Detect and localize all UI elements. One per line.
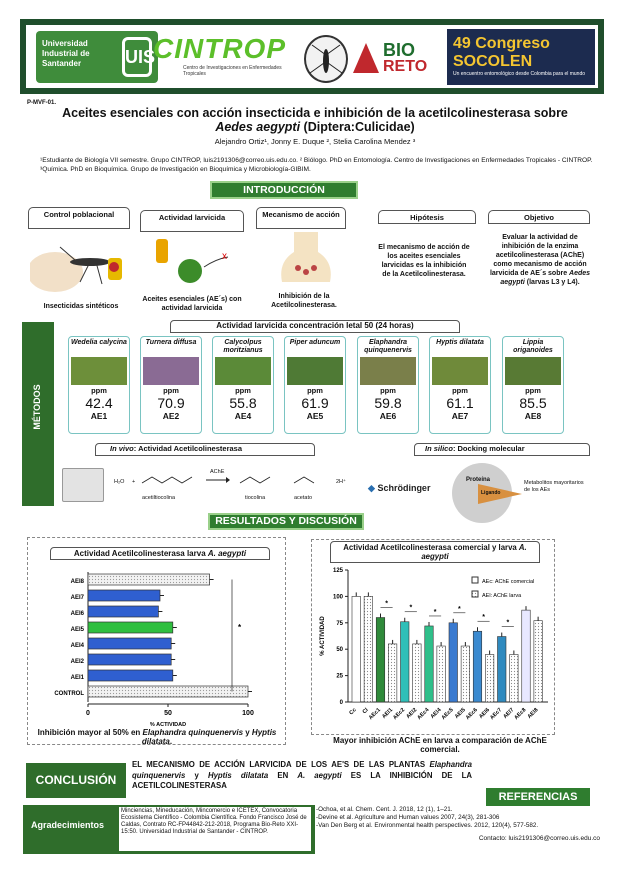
plant-photo	[71, 357, 127, 385]
insilico-label: In silico	[425, 444, 453, 453]
plant-photo	[215, 357, 271, 385]
card-species: Turnera diffusa	[145, 339, 197, 346]
svg-text:x: x	[222, 251, 227, 262]
card-species: Elaphandra quinquenervis	[364, 339, 412, 354]
card-value: 85.5	[519, 395, 547, 411]
reaction-scheme	[110, 465, 365, 505]
mosquito-seal-icon	[304, 35, 348, 83]
tick-label: AEI5	[70, 627, 84, 633]
conclusion-text	[132, 760, 472, 792]
x-tick-label: AEc4	[416, 707, 431, 722]
card-code: AE8	[524, 411, 542, 421]
card-value: 59.8	[374, 395, 402, 411]
species-card	[502, 336, 564, 434]
significance-mark: *	[457, 605, 461, 613]
x-tick-label: AEc6	[464, 707, 479, 722]
acknowledgements-panel	[23, 805, 315, 854]
chart1-caption-sp2: Hyptis dilatata	[141, 728, 277, 746]
docking-proteina: Proteína	[466, 477, 491, 483]
x-tick-label: 0	[86, 710, 90, 717]
bar	[522, 610, 530, 702]
tick-label: CONTROL	[54, 691, 84, 697]
x-tick-label: AEc7	[489, 707, 504, 722]
tick-label: AEI8	[70, 579, 84, 585]
y-axis-label: % ACTIVIDAD	[320, 616, 326, 656]
contact-text: Contacto: luis2191306@correo.uis.edu.co	[478, 835, 600, 842]
x-tick-label: AEl1	[381, 707, 395, 721]
y-tick-label: 100	[332, 594, 343, 601]
card-value: 70.9	[157, 395, 185, 411]
significance-mark: *	[385, 600, 388, 608]
tick-label: AEI7	[70, 595, 84, 601]
card-value: 61.9	[301, 395, 329, 411]
x-tick-label: AEl5	[453, 707, 467, 721]
chart2-title-pre: Actividad Acetilcolinesterasa comercial y larva	[343, 543, 519, 552]
conclusion-in: EN	[268, 770, 298, 780]
tick-label: AEI4	[70, 643, 84, 649]
bar	[413, 644, 421, 702]
invivo-label: In vivo	[110, 444, 134, 453]
significance-mark: *	[506, 619, 510, 627]
reaction-plus: +	[132, 479, 136, 485]
chart1-title	[50, 547, 270, 560]
tab-mecanismo: Mecanismo de acción	[256, 207, 346, 229]
card-unit: ppm	[307, 386, 323, 395]
intro-heading: INTRODUCCIÓN	[210, 181, 358, 199]
poster-code: P-MVF-01.	[27, 100, 57, 106]
chart2-caption: Mayor inhibición AChE en larva a comparación de AChE comercial.	[333, 736, 547, 754]
methods-label: MÉTODOS	[32, 384, 42, 430]
bar	[498, 637, 506, 702]
bar	[352, 596, 360, 702]
x-tick-label: Cl	[361, 707, 370, 716]
essential-oil-illustration	[150, 237, 240, 289]
bar	[88, 606, 158, 617]
bar	[473, 631, 481, 702]
bioreto-logo	[353, 41, 433, 77]
hypothesis-text: El mecanismo de acción de los aceites esenciales larvicidas es la inhibición de la Acetilcolinesterasa.	[378, 244, 470, 278]
tab-objetivo: Objetivo	[488, 210, 590, 224]
card-value: 61.1	[446, 395, 474, 411]
card-species: Lippia origanoides	[513, 339, 553, 354]
chart1-title-species: A. aegypti	[207, 549, 247, 558]
x-tick-label: AEc2	[392, 707, 407, 722]
card-species: Hyptis dilatata	[436, 339, 484, 346]
objective-text	[488, 233, 592, 287]
chart1-caption-sp1: Elaphandra quinquenervis	[142, 728, 244, 737]
conclusion-line1: EL MECANISMO DE ACCIÓN LARVICIDA DE LOS AE'S DE LAS PLANTAS	[132, 760, 426, 769]
plate-reader-icon	[62, 468, 104, 502]
bar	[388, 644, 396, 702]
conclusion-rest: ES LA INHIBICIÓN DE LA ACETILCOLINESTERASA	[132, 770, 472, 790]
reference-item: -Van Den Berg et al. Environmental health perspectives. 2012, 120(4), 577-582.	[316, 822, 539, 829]
socolen-logo	[447, 29, 595, 85]
card-code: AE1	[90, 411, 108, 421]
plant-photo	[143, 357, 199, 385]
card-unit: ppm	[235, 386, 251, 395]
bar	[425, 626, 433, 702]
larvicidal-title: Actividad larvicida concentración letal 50 (24 horas)	[170, 320, 460, 333]
chart1-caption-end: .	[169, 737, 173, 746]
significance-mark: *	[482, 614, 485, 622]
title-rest: (Diptera:Culicidae)	[300, 120, 415, 134]
references-list	[316, 806, 596, 830]
y-tick-label: 25	[336, 673, 343, 680]
bar	[449, 623, 457, 702]
bar	[510, 654, 518, 702]
conclusion-sp3: A. aegypti	[297, 770, 342, 780]
invivo-title	[95, 443, 315, 456]
card-unit: ppm	[452, 386, 468, 395]
species-card	[140, 336, 202, 434]
bio-text: BIO	[383, 40, 416, 60]
y-tick-label: 75	[336, 620, 343, 627]
card-unit: ppm	[163, 386, 179, 395]
caption-insecticidas: Insecticidas sintéticos	[43, 303, 119, 310]
bar	[461, 646, 469, 702]
card-unit: ppm	[91, 386, 107, 395]
bar	[437, 646, 445, 702]
acknowledgements-text: Minciencias, Mineducación, Mincomercio e ICETEX, Convocatoria Ecosistema Científico - Colombia Científica. Fondo Francisco José de Caldas, Contrato RC-FP44842-212-2018, Programa Bio-Reto XXI-15:50. Universidad Industrial de Santander - CINTROP.	[119, 807, 311, 851]
objective-post: (larvas L3 y L4).	[524, 279, 580, 286]
bar	[401, 622, 409, 702]
reaction-h2o: H₂O	[114, 479, 125, 485]
legend-swatch	[472, 577, 478, 583]
reaction-h: 2H⁺	[336, 479, 346, 485]
objective-pre: Evaluar la actividad de inhibición de la enzima acetilcolinesterasa (AChE) como mecanismo de acción larvicida de AE´s sobre	[489, 234, 587, 277]
conclusion-and: y	[185, 770, 208, 780]
significance-mark: *	[433, 608, 437, 616]
tick-label: AEI6	[70, 611, 84, 617]
header-banner	[20, 19, 604, 94]
x-tick-label: 50	[164, 710, 172, 717]
x-axis-label: % ACTIVIDAD	[149, 722, 187, 726]
card-species: Wedelia calycina	[71, 339, 127, 346]
conclusion-heading: CONCLUSIÓN	[26, 763, 126, 798]
card-species: Calycolpus moritzianus	[223, 339, 263, 354]
y-tick-label: 0	[339, 700, 343, 706]
x-tick-label: AEl6	[478, 707, 492, 721]
bar	[88, 590, 160, 601]
legend-label: AEc: AChE comercial	[482, 579, 535, 585]
bar	[88, 622, 173, 633]
chart1-caption-mid: y	[243, 728, 252, 737]
card-value: 55.8	[229, 395, 257, 411]
y-tick-label: 50	[336, 647, 343, 654]
reaction-ache: AChE	[210, 469, 225, 475]
conclusion-sp2: Hyptis dilatata	[207, 770, 269, 780]
chart1-caption	[32, 728, 282, 746]
bar	[88, 638, 171, 649]
bar	[364, 596, 372, 702]
tab-actividad-larvicida: Actividad larvicida	[140, 210, 244, 232]
x-tick-label: 100	[242, 710, 254, 717]
reaction-acetiltiocolina: acetiltiocolina	[142, 495, 176, 501]
caption-aceites: Aceites esenciales (AE´s) con actividad larvicida	[142, 296, 242, 312]
acknowledgements-heading: Agradecimientos	[31, 820, 105, 830]
docking-metabolitos: Metabolitos mayoritarios de los AEs	[524, 480, 584, 493]
chart1-caption-pre: Inhibición mayor al 50% en	[37, 728, 143, 737]
chart1-title-pre: Actividad Acetilcolinesterasa larva	[73, 549, 208, 558]
bar	[88, 654, 171, 665]
y-tick-label: 125	[332, 568, 343, 574]
reto-text: RETO	[383, 58, 428, 75]
title-line1: Aceites esenciales con acción insecticida e inhibición de la acetilcolinesterasa sobre	[62, 106, 568, 120]
species-card	[429, 336, 491, 434]
bar	[376, 618, 384, 702]
reaction-acetato: acetato	[294, 495, 313, 501]
bar	[88, 670, 173, 681]
tick-label: AEI1	[70, 675, 84, 681]
plant-photo	[505, 357, 561, 385]
chart2-title-species: A. aegypti	[421, 543, 527, 561]
bar	[485, 654, 493, 702]
significance-mark: *	[409, 604, 413, 612]
bar	[88, 574, 210, 585]
uis-name: Universidad Industrial de Santander	[42, 39, 90, 68]
affiliations: ¹Estudiante de Biología VII semestre. Grupo CINTROP, luis2191306@correo.uis.edu.co. ² Biólogo. PhD en Entomología. Centro de Investigaciones en Enfermedades Tropicales - CINTROP. ³Química. PhD en Bioquímica. Grupo de Investigación en Bioquímica y Microbiología-GIBIM.	[40, 157, 593, 173]
poster-title	[30, 106, 600, 134]
uis-mark: UIS	[122, 37, 152, 77]
card-value: 42.4	[85, 395, 113, 411]
reference-item: -Ochoa, et al. Chem. Cent. J. 2018, 12 (1), 1–21.	[316, 806, 453, 813]
docking-ligando: Ligando	[481, 490, 501, 496]
card-unit: ppm	[380, 386, 396, 395]
tab-control-poblacional: Control poblacional	[28, 207, 130, 229]
card-unit: ppm	[525, 386, 541, 395]
x-tick-label: AEl8	[526, 707, 540, 721]
species-card	[68, 336, 130, 434]
legend-label: AEl: AChE larva	[482, 593, 522, 599]
schrodinger-logo: ◆ Schrödinger	[368, 483, 431, 493]
card-species: Piper aduncum	[289, 339, 341, 346]
plant-photo	[360, 357, 416, 385]
card-code: AE4	[234, 411, 252, 421]
bioreto-tree-icon	[353, 43, 379, 73]
plant-photo	[287, 357, 343, 385]
congreso-title: 49 Congreso SOCOLEN	[453, 35, 550, 70]
tick-label: AEI2	[70, 659, 84, 665]
cintrop-logo	[153, 33, 288, 83]
bar	[88, 686, 248, 697]
significance-mark: *	[238, 623, 242, 632]
tab-hipotesis: Hipótesis	[378, 210, 476, 224]
schrodinger-text: Schrödinger	[377, 483, 431, 493]
reaction-tiocolina: tiocolina	[245, 495, 266, 501]
invivo-rest: : Actividad Acetilcolinesterasa	[133, 444, 242, 453]
congreso-subtitle: Un encuentro entomológico desde Colombia para el mundo	[453, 71, 586, 77]
objective-species: Aedes aegypti	[500, 270, 591, 286]
insilico-title	[414, 443, 590, 456]
mosquito-spray-illustration	[30, 232, 130, 294]
methods-side-label	[22, 322, 54, 506]
card-code: AE7	[451, 411, 469, 421]
title-species: Aedes aegypti	[215, 120, 301, 134]
species-card	[357, 336, 419, 434]
uis-logo	[36, 31, 158, 83]
bar	[534, 621, 542, 702]
x-tick-label: AEl4	[429, 707, 443, 721]
card-code: AE6	[379, 411, 397, 421]
results-heading: RESULTADOS Y DISCUSIÓN	[208, 513, 364, 530]
conclusion-sp1: Elaphandra quinquenervis	[132, 760, 472, 780]
references-heading: REFERENCIAS	[486, 788, 590, 806]
cintrop-subtitle: Centro de Investigaciones en Enfermedades Tropicales	[183, 65, 282, 77]
plant-photo	[432, 357, 488, 385]
insilico-rest: : Docking molecular	[452, 444, 525, 453]
x-tick-label: AEc5	[440, 707, 455, 722]
x-tick-label: AEl7	[502, 707, 516, 721]
cintrop-name: CINTROP	[153, 33, 286, 64]
card-code: AE5	[306, 411, 324, 421]
x-tick-label: AEc8	[513, 707, 528, 722]
x-tick-label: Cc	[348, 707, 358, 717]
species-card	[212, 336, 274, 434]
authors: Alejandro Ortiz¹, Jonny E. Duque ², Stelia Carolina Mendez ³	[214, 137, 416, 146]
chart1-svg	[28, 566, 283, 726]
chart2-svg	[312, 562, 554, 732]
legend-swatch	[472, 591, 478, 597]
species-card	[284, 336, 346, 434]
caption-mecanismo: Inhibición de la Acetilcolinesterasa.	[271, 293, 337, 309]
x-tick-label: AEl2	[405, 707, 419, 721]
x-tick-label: AEc1	[367, 707, 382, 722]
card-code: AE2	[162, 411, 180, 421]
reference-item: -Devine et al. Agriculture and Human values 2007, 24(3), 281-306	[316, 814, 500, 821]
chart2-title	[330, 541, 540, 563]
synapse-illustration	[276, 232, 336, 288]
